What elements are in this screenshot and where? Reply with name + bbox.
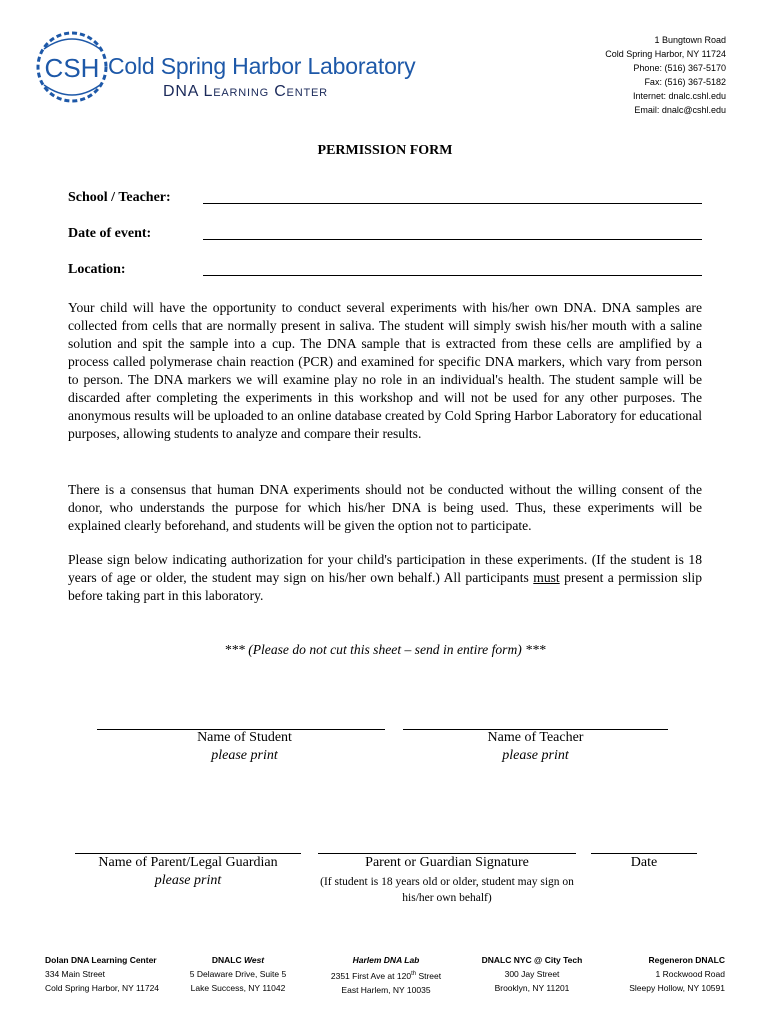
footer-harlem-name-text: Harlem DNA Lab bbox=[352, 955, 420, 965]
contact-block bbox=[605, 33, 726, 117]
footer-harlem-street bbox=[322, 967, 450, 983]
footer-harlem-street-post: Street bbox=[416, 970, 442, 981]
footer-regeneron-street: 1 Rockwood Road bbox=[655, 969, 725, 979]
footer-west-city: Lake Success, NY 11042 bbox=[190, 983, 286, 993]
parent-name-label: Name of Parent/Legal Guardian bbox=[98, 855, 278, 870]
parent-name-line[interactable] bbox=[75, 853, 301, 854]
date-line[interactable] bbox=[591, 853, 697, 854]
contact-phone: Phone: (516) 367-5170 bbox=[633, 63, 726, 73]
authorization-emphasis: must bbox=[533, 570, 560, 585]
contact-fax: Fax: (516) 367-5182 bbox=[644, 77, 726, 87]
paragraph-dna-procedure: Your child will have the opportunity to conduct several experiments with his/her own DNA. DNA samples are collected from cells that are normally present in saliva. The student will simply swish his/her mouth with a saline solution and spit the sample into a cup. The DNA sample that is extracted from these cells are amplified by a process called polymerase chain reaction (PCR) and examined for specific DNA markers, which vary from person to person. The DNA markers we will examine play no role in an individual's health. The student sample will be discarded after completing the experiments in this workshop and will not be used for any other purposes. The anonymous results will be uploaded to an online database created by Cold Spring Harbor Laboratory for educational purposes, allowing students to analyze and compare their results. bbox=[68, 300, 702, 441]
do-not-cut-notice: *** (Please do not cut this sheet – send in entire form) *** bbox=[224, 642, 546, 657]
footer-dolan-street: 334 Main Street bbox=[45, 969, 106, 979]
footer-citytech-name: DNALC NYC @ City Tech bbox=[481, 955, 583, 965]
student-name-label: Name of Student bbox=[197, 730, 292, 745]
footer-dolan bbox=[45, 953, 159, 995]
teacher-name-hint: please print bbox=[502, 748, 569, 763]
contact-internet: Internet: dnalc.cshl.edu bbox=[632, 91, 726, 101]
authorization-text-end: present a permission slip before taking part in this laboratory. bbox=[68, 570, 702, 603]
location-label: Location: bbox=[68, 262, 126, 277]
logo-subtitle bbox=[163, 83, 328, 101]
logo-title: Cold Spring Harbor Laboratory bbox=[108, 53, 416, 79]
contact-city: Cold Spring Harbor, NY 11724 bbox=[605, 49, 726, 59]
footer-dolan-city: Cold Spring Harbor, NY 11724 bbox=[45, 983, 160, 993]
guardian-signature-line[interactable] bbox=[318, 853, 576, 854]
guardian-signature-note: (If student is 18 years old or older, student may sign on his/her own behalf) bbox=[320, 876, 574, 904]
footer-citytech-street: 300 Jay Street bbox=[504, 969, 560, 979]
footer-west bbox=[180, 953, 296, 995]
footer-west-name bbox=[180, 953, 296, 967]
footer-regeneron-city: Sleepy Hollow, NY 10591 bbox=[629, 983, 725, 993]
date-label: Date bbox=[630, 855, 658, 870]
teacher-name-label: Name of Teacher bbox=[487, 730, 584, 745]
form-title: PERMISSION FORM bbox=[317, 143, 453, 158]
paragraph-consent: There is a consensus that human DNA experiments should not be conducted without the willing consent of the donor, who understands the purpose for which his/her DNA is being used. Thus, these experiments will be explained clearly beforehand, and students will be given the option not to participate. bbox=[68, 482, 702, 533]
footer-harlem-name bbox=[322, 953, 450, 967]
student-name-hint: please print bbox=[211, 748, 278, 763]
date-of-event-label: Date of event: bbox=[68, 226, 152, 241]
authorization-text-start: Please sign below indicating authorization for your child's participation in these experiments. (If the student is 18 years of age or older, the student may sign on his/her own behalf.) All participants bbox=[68, 552, 702, 585]
footer-citytech bbox=[472, 953, 592, 995]
contact-email: Email: dnalc@cshl.edu bbox=[634, 105, 726, 115]
location-field[interactable] bbox=[203, 275, 702, 276]
footer-west-name-emph: West bbox=[243, 955, 265, 965]
footer-regeneron-name: Regeneron DNALC bbox=[648, 955, 725, 965]
logo-subtitle-text: DNA Learning Center bbox=[163, 83, 328, 100]
footer-harlem-street-pre: 2351 First Ave at 120 bbox=[330, 970, 412, 981]
logo-monogram: CSH bbox=[44, 53, 100, 83]
parent-name-hint: please print bbox=[154, 873, 222, 888]
school-teacher-label: School / Teacher: bbox=[68, 190, 171, 205]
date-of-event-field[interactable] bbox=[203, 239, 702, 240]
footer-harlem-city: East Harlem, NY 10035 bbox=[341, 984, 431, 995]
guardian-signature-label: Parent or Guardian Signature bbox=[365, 855, 529, 870]
footer-west-street: 5 Delaware Drive, Suite 5 bbox=[189, 969, 287, 979]
footer-west-name-prefix: DNALC bbox=[211, 955, 244, 965]
footer-dolan-name: Dolan DNA Learning Center bbox=[45, 955, 157, 965]
footer-harlem-street-sup: th bbox=[411, 971, 417, 977]
footer-citytech-city: Brooklyn, NY 11201 bbox=[494, 983, 570, 993]
school-teacher-field[interactable] bbox=[203, 203, 702, 204]
contact-address: 1 Bungtown Road bbox=[654, 35, 726, 45]
paragraph-authorization bbox=[68, 551, 702, 605]
footer-regeneron bbox=[629, 953, 725, 995]
footer-harlem bbox=[322, 953, 450, 997]
